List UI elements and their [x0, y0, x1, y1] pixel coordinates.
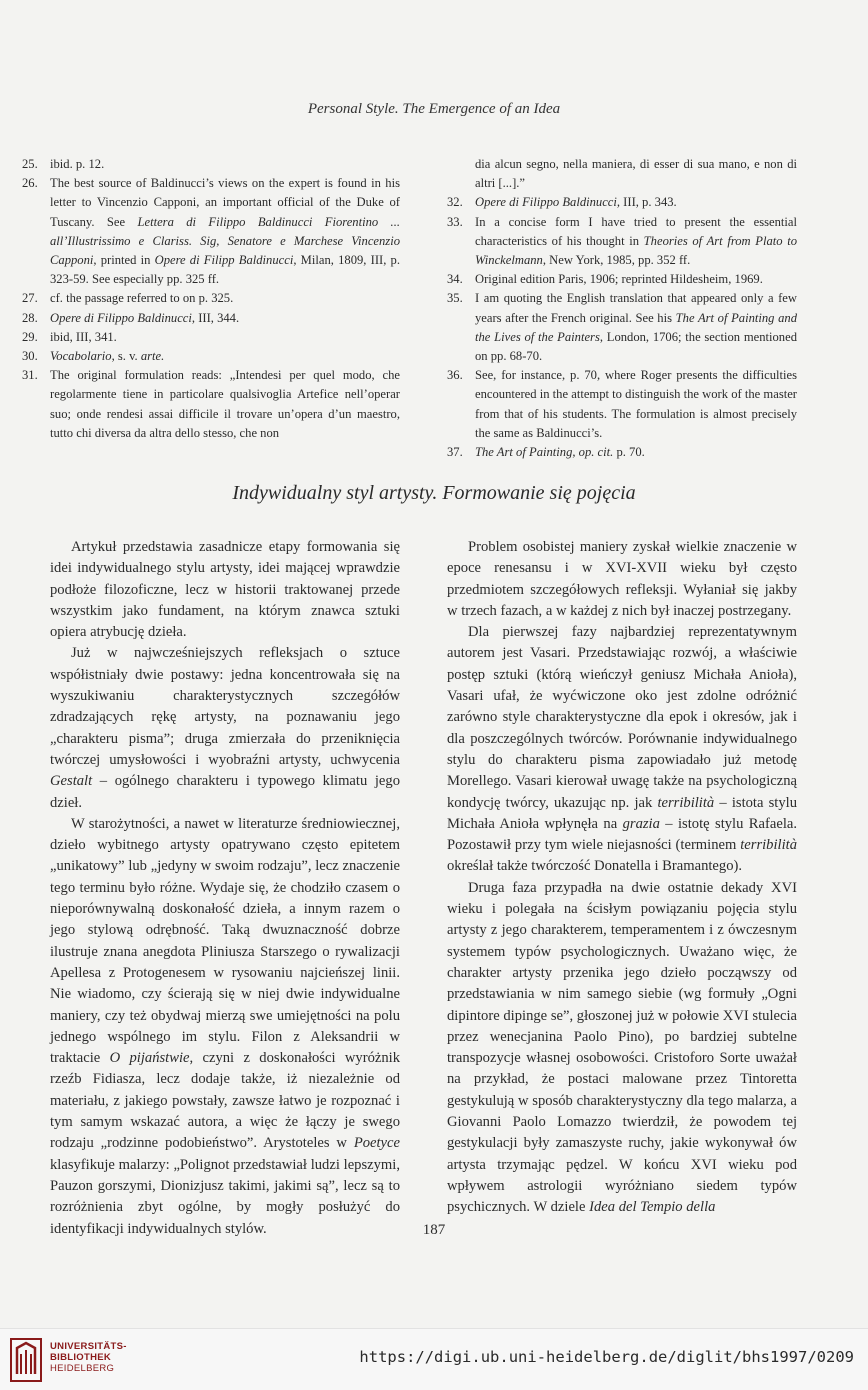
- italic-text: The Art of Painting and the Lives of the Painters: [475, 310, 797, 344]
- endnote: [447, 443, 797, 462]
- endnote: [447, 289, 797, 366]
- endnote-number: 29.: [22, 329, 38, 344]
- endnote-number: 36.: [447, 368, 463, 383]
- text-run: Original edition Paris, 1906; reprinted Hildesheim, 1969.: [475, 272, 763, 287]
- text-run: dia alcun segno, nella maniera, di esser di sua mano, e non di altri [...].”: [475, 157, 797, 191]
- text-run: The original formulation reads: „Intendesi per quel modo, che regolarmente tiene in particolare qualsivoglia Artefice nell’operar suo; onde rendesi assai difficile il trovare un’opera d’un maestro, tutto chi diversa da altra dello stesso, che non: [50, 368, 400, 440]
- endnote-number: 28.: [22, 310, 38, 325]
- body-paragraph: [50, 643, 400, 813]
- italic-text: Lettera di Filippo Baldinucci Fiorentino ... all’Illustrissimo e Clariss. Sig, Senatore e Marchese Vincenzio Capponi: [50, 214, 400, 268]
- italic-text: Idea del Tempio della: [589, 1199, 716, 1216]
- body-paragraph: [447, 878, 797, 1219]
- endnote: [22, 347, 400, 366]
- endnote: [447, 213, 797, 271]
- text-run: Artykuł przedstawia zasadnicze etapy formowania się idei indywidualnego stylu artysty, idei mającej wprawdzie podłoże filozoficzne, lecz w historii traktowanej przede wszystkim jako fundament, na którym znawca sztuki opiera atrybucję dzieła.: [50, 539, 400, 641]
- text-run: The best source of Baldinucci’s views on the expert is found in his letter to Vincenzio Capponi, an important official of the Duke of Tuscany. See: [50, 176, 400, 229]
- endnote-number: 34.: [447, 272, 463, 287]
- endnote: [22, 366, 400, 443]
- running-head: Personal Style. The Emergence of an Idea: [307, 101, 561, 117]
- endnotes-left-column: [22, 155, 400, 443]
- endnote-number: 30.: [22, 349, 38, 364]
- endnote: [22, 309, 400, 328]
- text-run: określał także twórczość Donatella i Bramantego).: [447, 858, 742, 875]
- endnote-number: 33.: [447, 214, 463, 229]
- endnote-number: 25.: [22, 157, 38, 171]
- text-run: – istotę stylu Rafaela. Pozostawił przy tym wiele niejasności (terminem: [447, 815, 797, 854]
- text-run: In a concise form I have tried to present the essential characteristics of his thought in: [475, 214, 797, 248]
- text-run: p. 70.: [613, 445, 645, 460]
- italic-text: grazia: [622, 815, 660, 832]
- page-number: 187: [422, 1222, 446, 1238]
- permalink-url[interactable]: https://digi.ub.uni-heidelberg.de/diglit/bhs1997/0209: [359, 1348, 854, 1366]
- heidelberg-library-logo-icon[interactable]: [10, 1338, 42, 1382]
- endnote-number: 31.: [22, 368, 38, 383]
- text-run: klasyfikuje malarzy: „Polignot przedstawiał ludzi lepszymi, Pauzon gorszymi, Dionizjusz takimi, jakimi są”, lecz są to rozróżnienia zbyt ogólne, by mogły posłużyć do identyfikacji indywidualnych stylów.: [50, 1156, 400, 1237]
- text-run: – ogólnego charakteru i typowego klimatu jego dzieł.: [50, 773, 400, 811]
- text-run: Druga faza przypadła na dwie ostatnie dekady XVI wieku i polegała na ścisłym powiązaniu pojęcia stylu artysty z jego charakterem, temperamentem i z ówczesnym systemem typów psychologicznych. Uważano więc, że charakter artysty przenika jego dzieło począwszy od przedstawiania w nim samego siebie (wg formuły „Ogni dipintore dipinge se”, głoszonej już w połowie XVI stulecia przez wenecjanina Paolo Pino), po bardziej subtelne transpozycje własnej osobowości. Cristoforo Sorte uważał na przykład, że postaci malowane przez Tintoretta gestykulują w sposób charakterystyczny dla tego malarza, a Giovanni Paolo Lomazzo twierdził, że powodem tej gestykulacji były zamaszyste ruchy, jakie wykonywał ów artysta trzymając pędzel. W końcu XVI wieku pod wpływem astrologii wyróżniano siedem typów psychicznych. W dziele: [447, 879, 797, 1216]
- endnote-number: 35.: [447, 291, 463, 306]
- italic-text: terribilità: [740, 837, 797, 854]
- italic-text: Vocabolario: [50, 349, 112, 364]
- text-run: , czyni z doskonałości wyróżnik rzeźb Fidiasza, lecz dodaje także, iż niezależnie od materiału, z jakiego powstały, zawsze łatwo je rozpoznać i tym samym wskazać autora, a więc że łączy je swego rodzaju „rodzinne podobieństwo”. Arystoteles w: [50, 1050, 400, 1152]
- library-name-line-3: HEIDELBERG: [50, 1363, 115, 1374]
- italic-text: The Art of Painting, op. cit.: [475, 445, 614, 460]
- text-run: – istota stylu Michała Anioła wpłynęła na: [447, 794, 797, 832]
- text-run: , New York, 1985, pp. 352 ff.: [542, 253, 691, 268]
- section-title: Indywidualny styl artysty. Formowanie się pojęcia: [232, 482, 636, 504]
- body-paragraph: [447, 537, 797, 622]
- endnote-number: 37.: [447, 445, 463, 460]
- text-run: I am quoting the English translation that appeared only a few years after the French original. See his: [475, 291, 797, 325]
- endnote: [22, 155, 400, 174]
- endnote: [447, 193, 797, 212]
- text-run: , printed in: [93, 253, 155, 268]
- library-name-line-2: BIBLIOTHEK: [50, 1352, 112, 1363]
- endnote: [447, 366, 797, 443]
- body-text-right-column: [447, 537, 797, 1219]
- endnote: [22, 328, 400, 347]
- text-run: III, p. 343.: [620, 195, 677, 210]
- italic-text: Opere di Filippo Baldinucci: [50, 310, 192, 325]
- body-paragraph: [50, 814, 400, 1240]
- endnotes-right-column: [447, 155, 797, 462]
- italic-text: Opere di Filipp Baldinucci: [154, 253, 294, 268]
- endnote-number: 32.: [447, 195, 463, 210]
- endnote: [447, 270, 797, 289]
- italic-text: Theories of Art from Plato to Winckelmann: [475, 233, 797, 268]
- endnote: [447, 155, 797, 193]
- italic-text: Gestalt: [50, 773, 93, 790]
- italic-text: arte.: [140, 349, 165, 364]
- endnote: [22, 289, 400, 308]
- text-run: cf. the passage referred to on p. 325.: [50, 291, 234, 306]
- library-name: [50, 1341, 127, 1374]
- body-paragraph: [447, 622, 797, 878]
- library-name-line-1: UNIVERSITÄTS-: [50, 1341, 127, 1352]
- viewer-footer: [0, 1328, 868, 1390]
- text-run: Problem osobistej maniery zyskał wielkie znaczenie w epoce renesansu i w XVI-XVII wieku był często przedmiotem szczegółowych refleksji. Wyłaniał się jakby w trzech fazach, a w każdej z nich był inaczej postrzegany.: [447, 539, 797, 619]
- text-run: , London, 1706; the section mentioned on pp. 68-70.: [475, 329, 797, 364]
- italic-text: Poetyce: [353, 1135, 400, 1152]
- endnote: [22, 174, 400, 289]
- text-run: Już w najwcześniejszych refleksjach o sztuce współistniały dwie postawy: jedna koncentrowała się na wyszukiwaniu charakterystycznych szczegółów zdradzających rękę artysty, na poznawaniu jego „charakteru pisma”; druga zmierzała do przeniknięcia twórczej umysłowości i wyobraźni artysty, uchwycenia: [50, 645, 400, 768]
- text-run: , s. v.: [111, 349, 141, 364]
- italic-text: O pijaństwie: [109, 1050, 190, 1067]
- endnote-number: 27.: [22, 291, 38, 306]
- text-run: W starożytności, a nawet w literaturze średniowiecznej, dzieło wybitnego artysty opatrywano często epitetem „unikatowy” lub „jedyny w swoim rodzaju”, lecz znaczenie tego terminu było różne. Wydaje się, że chodziło czasem o nieporównywalną doskonałość dzieła, a innym razem o jego stylową odrębność. Taką dwuznaczność dobrze ilustruje znana anegdota Pliniusza Starszego o rywalizacji Apellesa z Protogenesem w rysowaniu najcieńszej linii. Nie wiadomo, czy ścierają się w niej dwie indywidualne maniery, czy też obydwaj mierzą swe umiejętności na polu jednego wspólnego im stylu. Filon z Aleksandrii w traktacie: [50, 815, 400, 1067]
- body-text-left-column: [50, 537, 400, 1240]
- text-run: See, for instance, p. 70, where Roger presents the difficulties encountered in the attempt to distinguish the work of the master from that of his students. The formulation is almost precisely the same as Baldinucci’s.: [475, 368, 797, 440]
- italic-text: Opere di Filippo Baldinucci,: [475, 195, 621, 210]
- text-run: , III, 344.: [191, 310, 240, 325]
- italic-text: terribilità: [657, 794, 715, 811]
- text-run: ibid, III, 341.: [50, 329, 117, 344]
- text-run: ibid. p. 12.: [50, 157, 105, 171]
- text-run: Dla pierwszej fazy najbardziej reprezentatywnym autorem jest Vasari. Przedstawiając rozwój, a właściwie postęp sztuki (którą wieńczył geniusz Michała Anioła), Vasari ufał, że wyćwiczone oko jest zdolne odróżnić zarówno style charakterystyczne dla epok i okresów, jak i dla poszczególnych twórców. Porównanie indywidualnego stylu do charakteru pisma zapowiadało już metodę Morellego. Vasari kierował uwagę także na psychologiczną kondycję twórcy, ukazując np. jak: [447, 624, 797, 811]
- body-paragraph: [50, 537, 400, 643]
- endnote-number: 26.: [22, 176, 38, 191]
- text-run: , Milan, 1809, III, p. 323-59. See especially pp. 325 ff.: [50, 253, 400, 287]
